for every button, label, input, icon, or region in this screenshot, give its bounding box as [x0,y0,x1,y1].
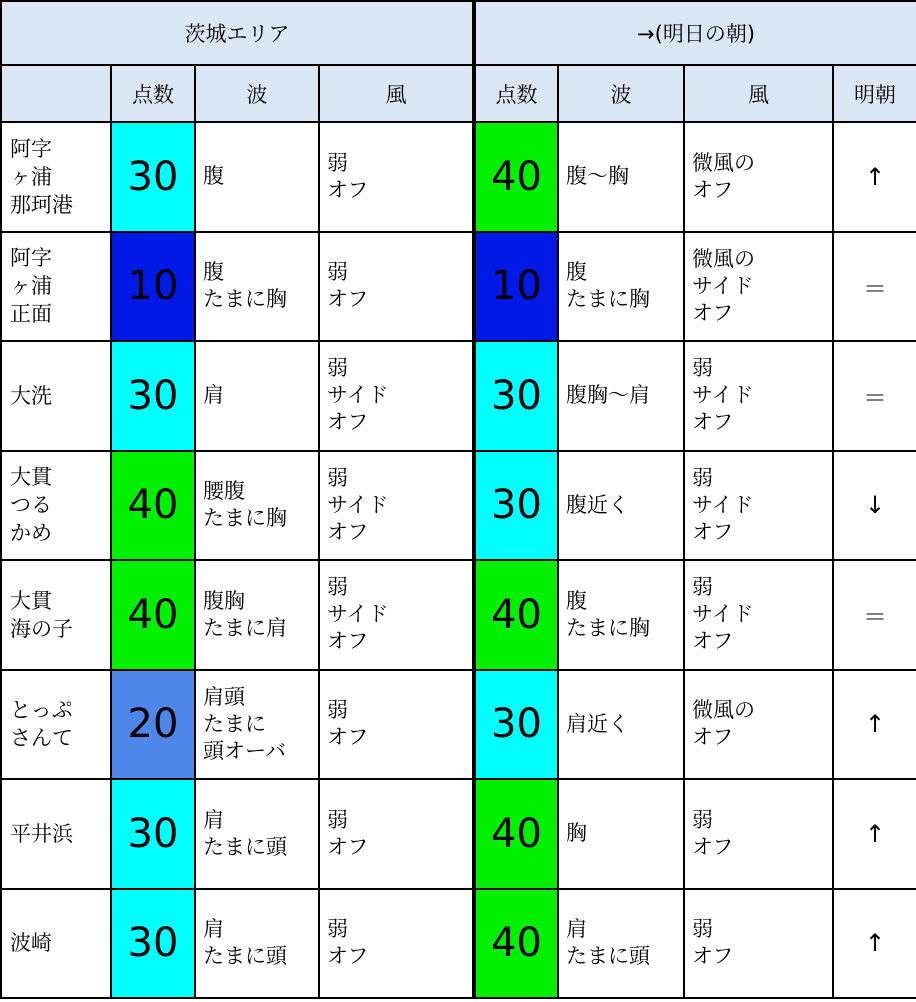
score-tomorrow: 10 [474,232,558,342]
trend-indicator: ↑ [833,122,916,232]
wave-today: 肩 たまに頭 [195,779,319,889]
wind-today: 弱 オフ [319,670,474,780]
wind-tomorrow: 弱 サイド オフ [684,451,833,561]
wave-today: 腰腹 たまに胸 [195,451,319,561]
wind-today: 弱 オフ [319,232,474,342]
wave-today: 肩頭 たまに 頭オーバ [195,670,319,780]
spot-name: 阿字 ヶ浦 那珂港 [1,122,111,232]
right-area-header: →(明日の朝) [474,1,916,65]
table-row [1,670,916,780]
table-row [1,232,916,342]
score-tomorrow: 40 [474,779,558,889]
wind-tomorrow: 弱 オフ [684,889,833,999]
col-header-wind-tomorrow: 風 [684,65,833,122]
wind-tomorrow: 微風の オフ [684,122,833,232]
table-row [1,341,916,451]
spot-column-header [1,65,111,122]
table-row [1,889,916,999]
trend-indicator: ＝ [833,560,916,670]
trend-indicator: ＝ [833,232,916,342]
table-row [1,560,916,670]
wind-tomorrow: 弱 サイド オフ [684,341,833,451]
wave-tomorrow: 肩近く [558,670,684,780]
wave-tomorrow: 肩 たまに頭 [558,889,684,999]
wave-today: 腹 たまに胸 [195,232,319,342]
wind-today: 弱 オフ [319,779,474,889]
score-today: 30 [111,779,195,889]
col-header-wave-tomorrow: 波 [558,65,684,122]
wind-tomorrow: 微風の サイド オフ [684,232,833,342]
wave-tomorrow: 腹 たまに胸 [558,232,684,342]
spot-name: 平井浜 [1,779,111,889]
score-today: 30 [111,889,195,999]
trend-indicator: ↑ [833,670,916,780]
wave-tomorrow: 腹胸～肩 [558,341,684,451]
spot-name: 大貫 つる かめ [1,451,111,561]
score-today: 30 [111,341,195,451]
wave-tomorrow: 腹近く [558,451,684,561]
wind-today: 弱 オフ [319,122,474,232]
col-header-score-today: 点数 [111,65,195,122]
left-area-header: 茨城エリア [1,1,474,65]
score-tomorrow: 40 [474,889,558,999]
wind-tomorrow: 微風の オフ [684,670,833,780]
score-today: 40 [111,451,195,561]
score-today: 40 [111,560,195,670]
wind-tomorrow: 弱 オフ [684,779,833,889]
wind-today: 弱 サイド オフ [319,560,474,670]
wave-tomorrow: 腹 たまに胸 [558,560,684,670]
col-header-wind-today: 風 [319,65,474,122]
wave-today: 腹 [195,122,319,232]
wind-today: 弱 サイド オフ [319,451,474,561]
wave-today: 腹胸 たまに肩 [195,560,319,670]
score-today: 20 [111,670,195,780]
wave-tomorrow: 腹～胸 [558,122,684,232]
wave-today: 肩 たまに頭 [195,889,319,999]
spot-name: 大洗 [1,341,111,451]
score-tomorrow: 30 [474,451,558,561]
spot-name: 波崎 [1,889,111,999]
trend-indicator: ↑ [833,889,916,999]
spot-name: 大貫 海の子 [1,560,111,670]
wind-today: 弱 オフ [319,889,474,999]
trend-indicator: ↓ [833,451,916,561]
score-tomorrow: 30 [474,341,558,451]
score-tomorrow: 40 [474,560,558,670]
table-row [1,451,916,561]
table-row [1,779,916,889]
wind-today: 弱 サイド オフ [319,341,474,451]
wind-tomorrow: 弱 サイド オフ [684,560,833,670]
score-today: 30 [111,122,195,232]
table-row [1,122,916,232]
wave-today: 肩 [195,341,319,451]
score-tomorrow: 30 [474,670,558,780]
wave-tomorrow: 胸 [558,779,684,889]
score-today: 10 [111,232,195,342]
spot-name: とっぷ さんて [1,670,111,780]
trend-indicator: ↑ [833,779,916,889]
score-tomorrow: 40 [474,122,558,232]
spot-name: 阿字 ヶ浦 正面 [1,232,111,342]
trend-indicator: ＝ [833,341,916,451]
col-header-score-tomorrow: 点数 [474,65,558,122]
col-header-trend: 明朝 [833,65,916,122]
col-header-wave-today: 波 [195,65,319,122]
